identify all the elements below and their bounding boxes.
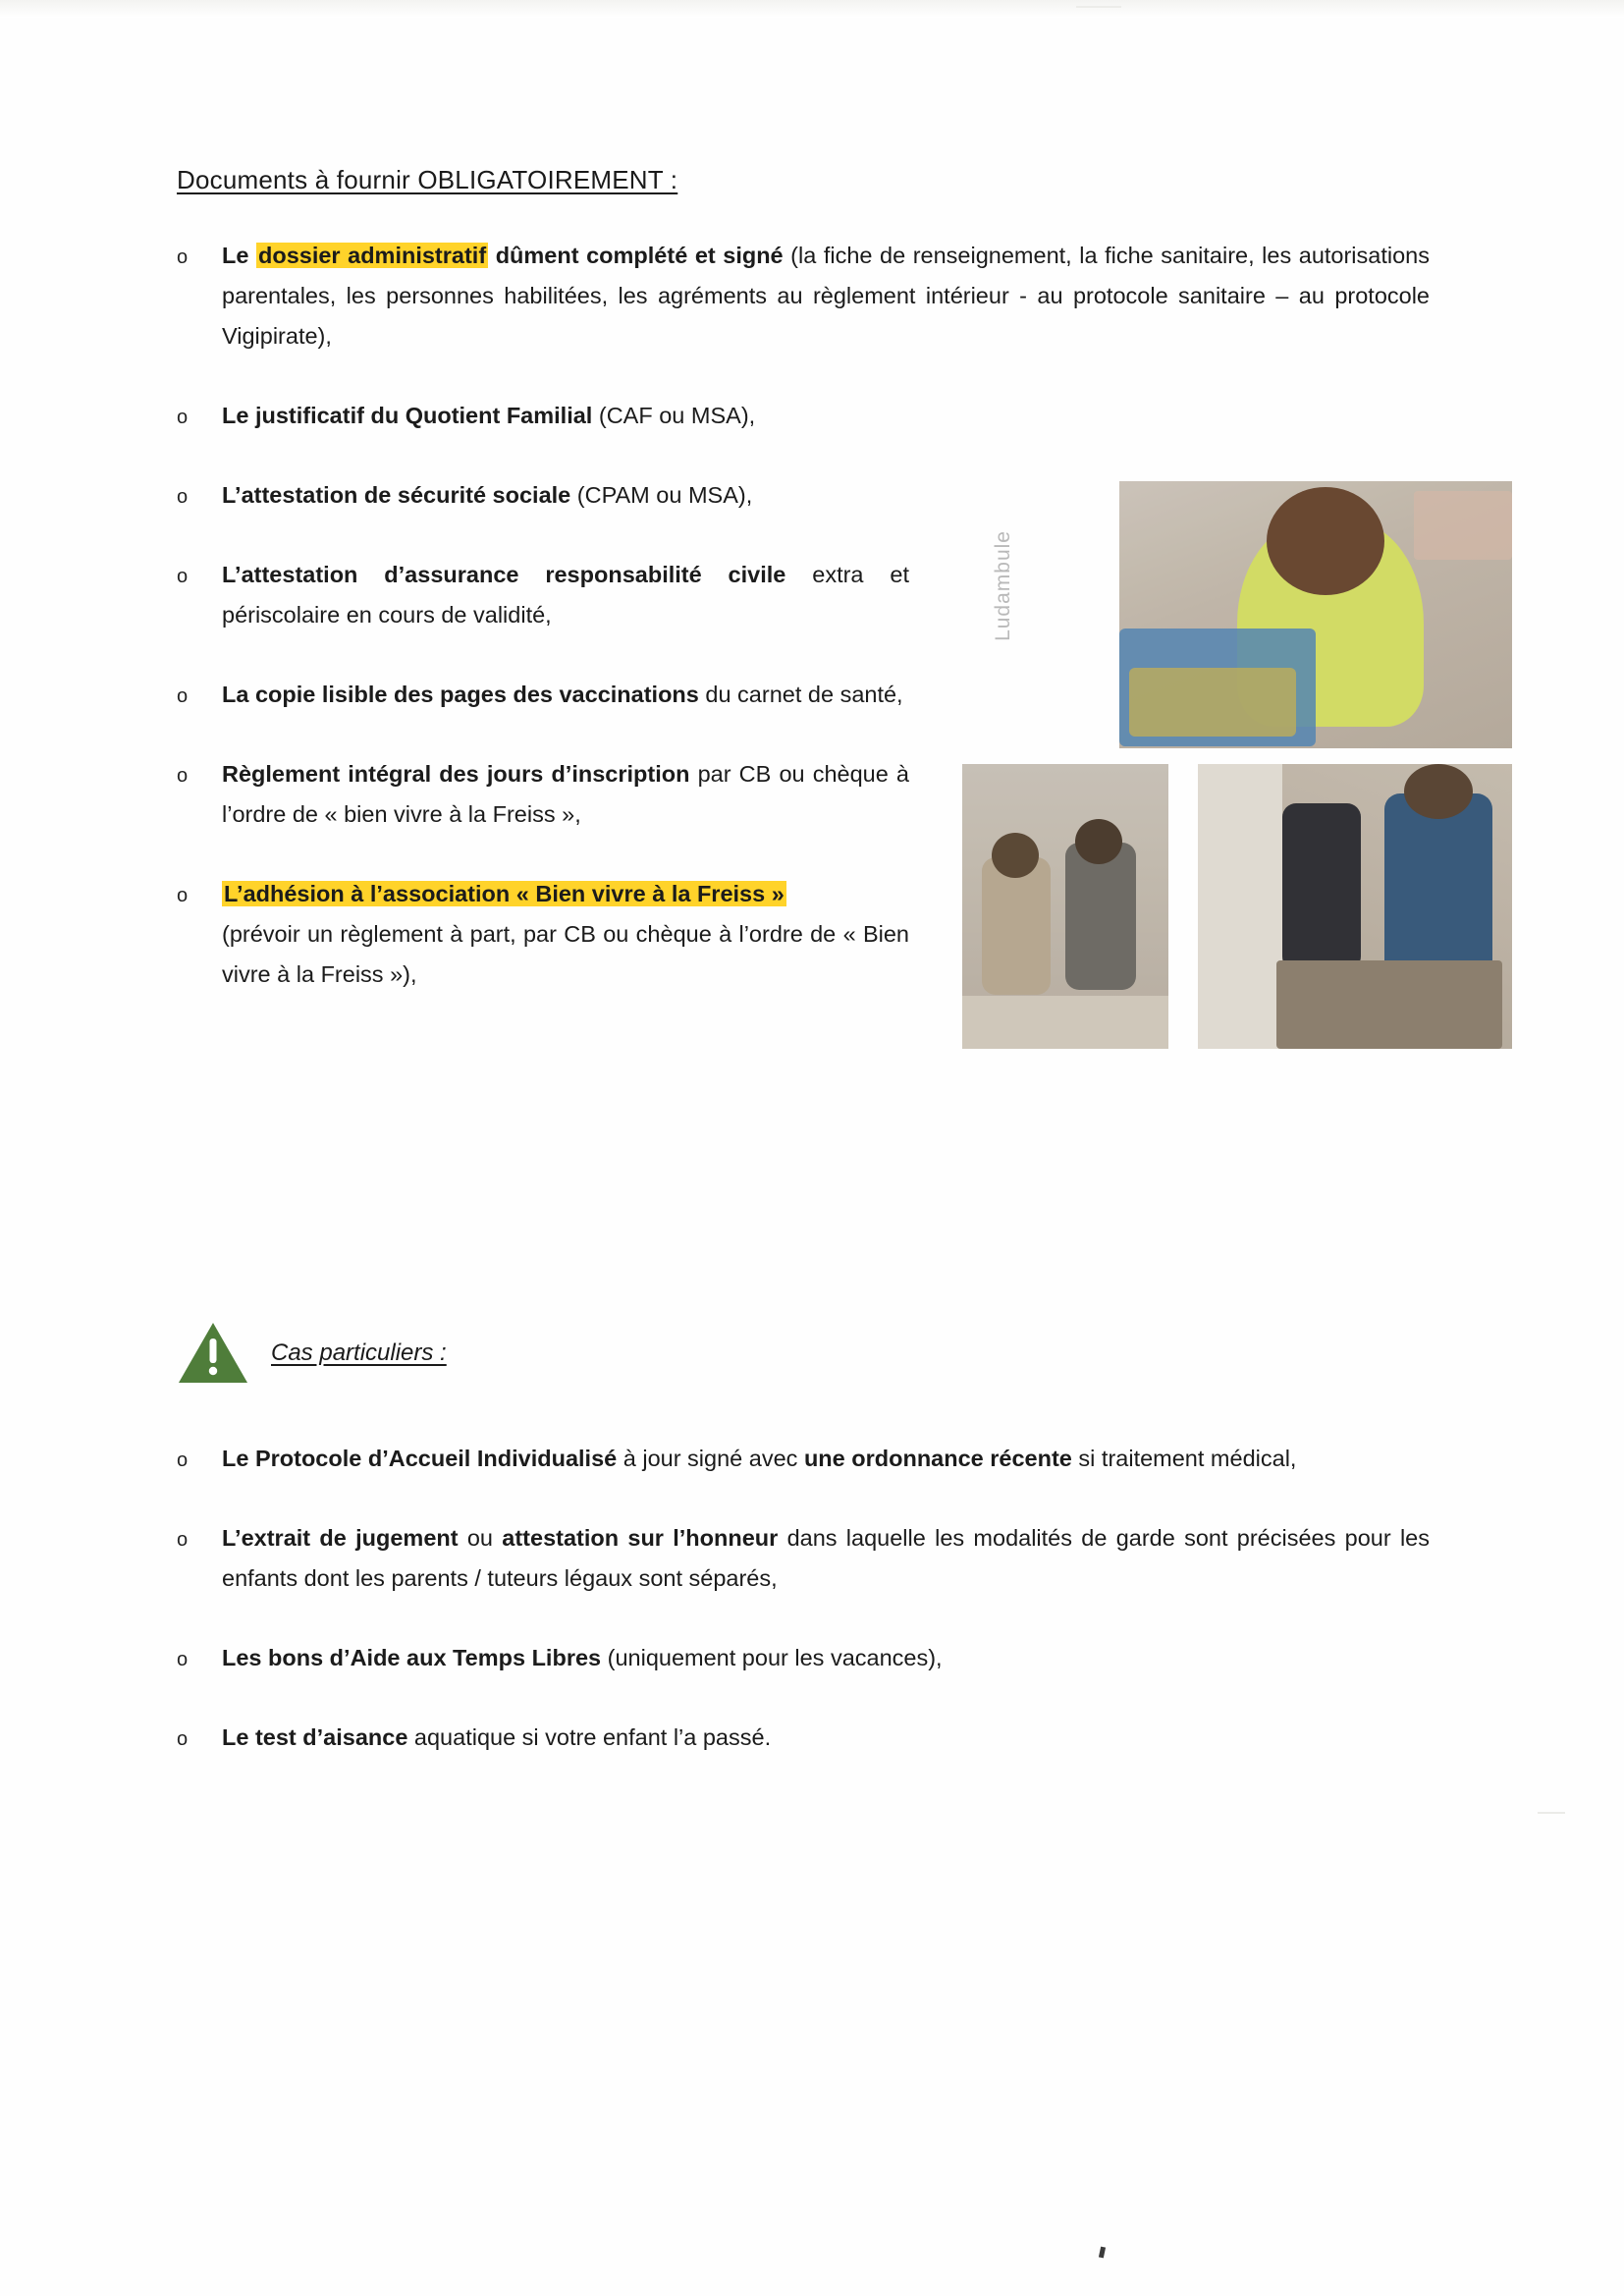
- photo-watermark: Ludambule: [992, 530, 1014, 641]
- list-bullet: o: [177, 1449, 189, 1471]
- text-fragment: dans laquelle les modalités de garde sont précisées pour les enfants dont les parents / tuteurs légaux sont séparés,: [222, 1525, 1430, 1591]
- text-fragment: Le: [222, 243, 256, 268]
- text-fragment: Règlement intégral des jours d’inscription: [222, 761, 690, 787]
- text-fragment: (prévoir un règlement à part, par CB ou chèque à l’ordre de « Bien vivre à la Freiss »),: [222, 921, 909, 987]
- page-title: Documents à fournir OBLIGATOIREMENT :: [177, 165, 678, 194]
- text-fragment: ou: [458, 1525, 503, 1551]
- list-item: [177, 754, 1443, 835]
- list-item-text-test-aisance: [222, 1718, 1430, 1758]
- list-bullet: o: [177, 1529, 189, 1551]
- list-item-text-reglement-inscription: [222, 754, 909, 835]
- list-item: [177, 1638, 1443, 1678]
- special-cases-header: [177, 1321, 447, 1386]
- list-item: [177, 874, 1443, 995]
- text-fragment: par CB ou chèque à l’ordre de « bien vivre à la Freiss »,: [222, 761, 909, 827]
- list-item-text-protocole-accueil-individualise: [222, 1439, 1430, 1479]
- text-fragment: L’attestation d’assurance responsabilité civile: [222, 562, 786, 587]
- text-fragment: aquatique si votre enfant l’a passé.: [407, 1724, 772, 1750]
- text-fragment: à jour signé avec: [617, 1446, 804, 1471]
- highlighted-text: dossier administratif: [257, 243, 487, 268]
- list-item: [177, 1518, 1443, 1599]
- list-item-text-dossier-administratif: [222, 236, 1430, 356]
- text-fragment: (CPAM ou MSA),: [570, 482, 753, 508]
- text-fragment: (uniquement pour les vacances),: [601, 1645, 943, 1670]
- special-cases-list: [177, 1439, 1443, 1758]
- list-item-text-vaccinations: [222, 675, 909, 715]
- text-fragment: (la fiche de renseignement, la fiche sanitaire, les autorisations parentales, les personnes habilitées, les agréments au règlement intérieur - au protocole sanitaire – au protocole Vigipirate),: [222, 243, 1430, 349]
- list-bullet: o: [177, 566, 189, 587]
- list-item: [177, 396, 1443, 436]
- text-fragment: La copie lisible des pages des vaccinations: [222, 682, 699, 707]
- list-item-text-adhesion-association: [222, 874, 909, 995]
- list-item: [177, 475, 1443, 516]
- text-fragment: L’attestation de sécurité sociale: [222, 482, 571, 508]
- text-fragment: Le Protocole d’Accueil Individualisé: [222, 1446, 618, 1471]
- special-cases-title: Cas particuliers :: [271, 1339, 447, 1366]
- list-item-text-responsabilite-civile: [222, 555, 909, 635]
- list-item: [177, 1439, 1443, 1479]
- scan-artifact-right: [1538, 1812, 1565, 1814]
- text-fragment: une ordonnance récente: [803, 1446, 1072, 1471]
- list-item-text-securite-sociale: [222, 475, 909, 516]
- text-fragment: dûment complété et signé: [488, 243, 784, 268]
- text-fragment: L’extrait de jugement: [222, 1525, 459, 1551]
- list-bullet: o: [177, 1728, 189, 1750]
- list-item: [177, 555, 1443, 635]
- list-bullet: o: [177, 246, 189, 268]
- text-fragment: Le justificatif du Quotient Familial: [222, 403, 593, 428]
- warning-triangle-icon: [177, 1321, 249, 1386]
- scan-edge: [0, 0, 1624, 18]
- list-bullet: o: [177, 885, 189, 906]
- text-fragment: du carnet de santé,: [698, 682, 903, 707]
- scan-artifact-bottom: [1099, 2247, 1106, 2259]
- highlighted-text: L’adhésion à l’association « Bien vivre à la Freiss »: [224, 881, 785, 906]
- list-item: [177, 1718, 1443, 1758]
- text-fragment: Le test d’aisance: [222, 1724, 408, 1750]
- list-item-text-quotient-familial: [222, 396, 909, 436]
- text-fragment: attestation sur l’honneur: [502, 1525, 779, 1551]
- text-fragment: extra et périscolaire en cours de validité,: [222, 562, 909, 628]
- required-documents-list: [177, 236, 1443, 995]
- list-item-text-extrait-jugement: [222, 1518, 1430, 1599]
- text-fragment: Les bons d’Aide aux Temps Libres: [222, 1645, 602, 1670]
- list-bullet: o: [177, 407, 189, 428]
- list-bullet: o: [177, 685, 189, 707]
- list-bullet: o: [177, 486, 189, 508]
- list-item: [177, 236, 1443, 356]
- text-fragment: (CAF ou MSA),: [592, 403, 756, 428]
- list-bullet: o: [177, 1649, 189, 1670]
- text-fragment: si traitement médical,: [1071, 1446, 1297, 1471]
- list-bullet: o: [177, 765, 189, 787]
- list-item: [177, 675, 1443, 715]
- scan-artifact-top: [1076, 6, 1121, 8]
- list-item-text-bons-aide-temps-libres: [222, 1638, 1430, 1678]
